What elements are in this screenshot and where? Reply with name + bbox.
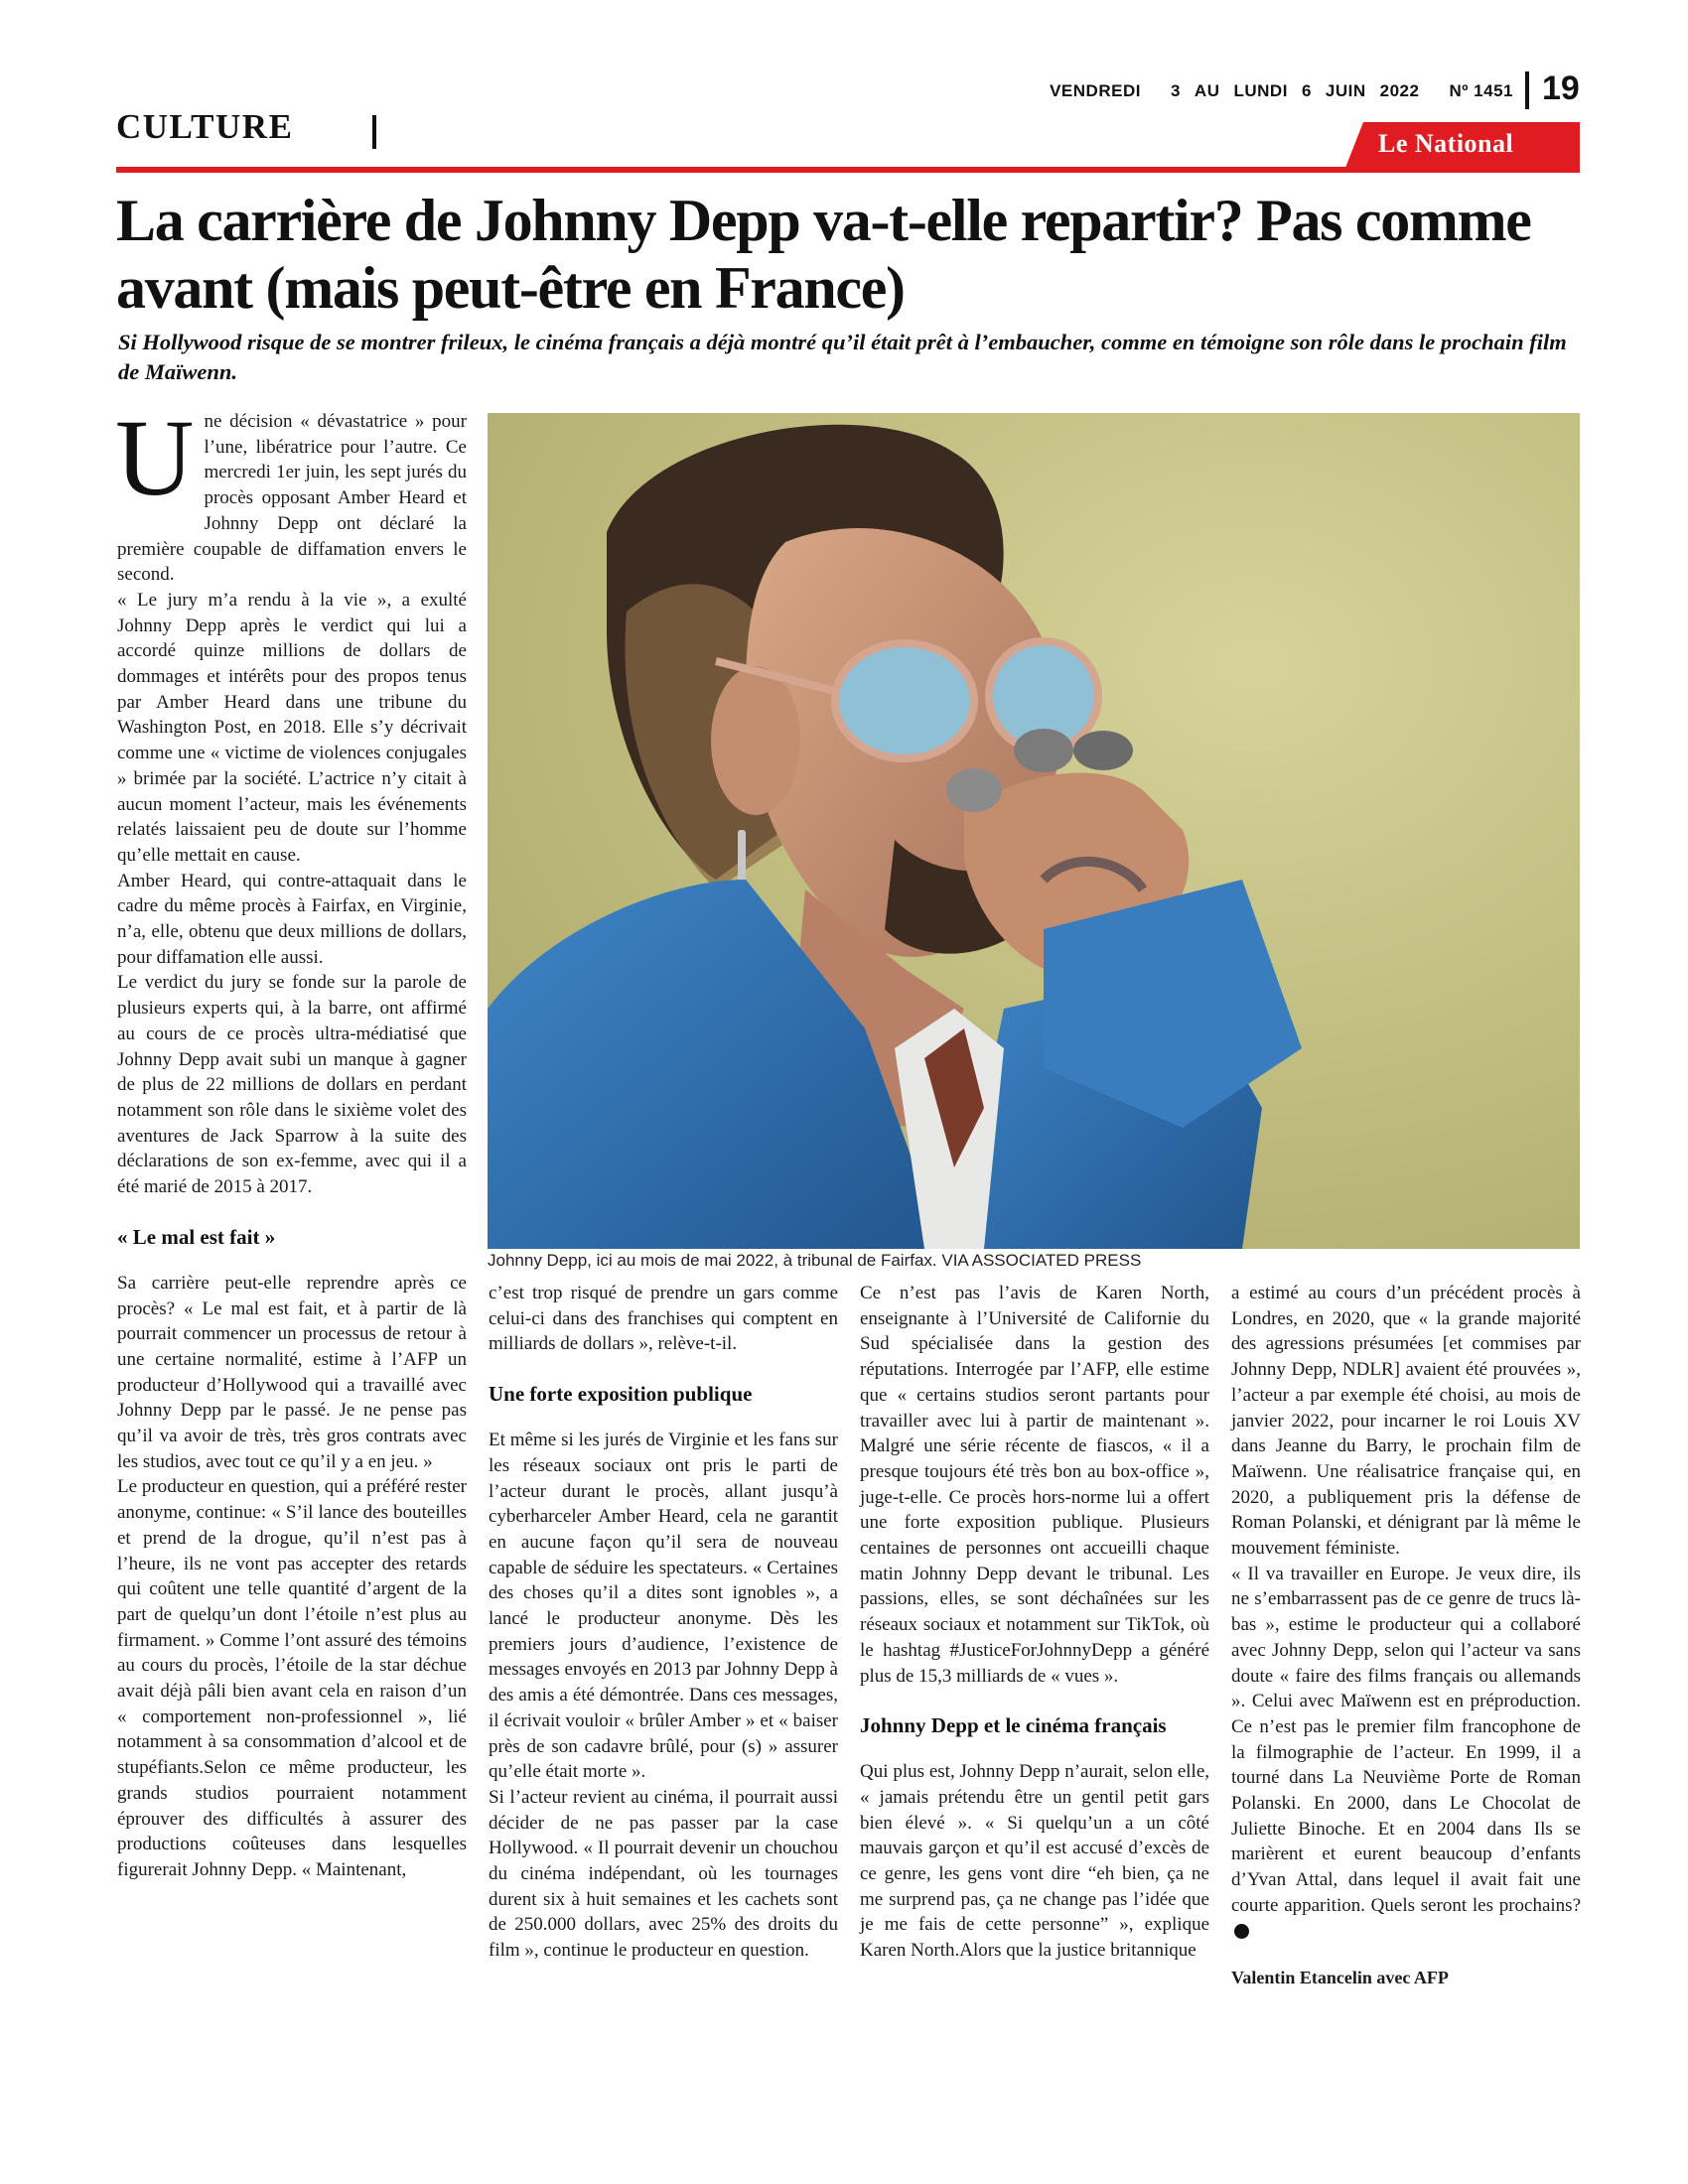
article-headline: La carrière de Johnny Depp va-t-elle repartir? Pas comme avant (mais peut-être en France) bbox=[116, 188, 1531, 321]
brand-name: Le National bbox=[1378, 129, 1514, 158]
author-signature: Valentin Etancelin avec AFP bbox=[1231, 1968, 1449, 1988]
date-number-end: 6 bbox=[1301, 81, 1312, 100]
date-day: VENDREDI bbox=[1050, 81, 1141, 100]
article-column-4 bbox=[1231, 1281, 1581, 1991]
article-paragraph: Ce n’est pas l’avis de Karen North, enseignante à l’Université de Californie du Sud spécialisée dans la gestion des réputations. Interrogée par l’AFP, elle estime que « certains studios seront partants pour travailler avec lui à partir de maintenant ». Malgré une série récente de fiascos, « il a presque toujours été très bon au box-office », juge-t-elle. Ce procès hors-norme lui a offert une forte exposition publique. Plusieurs centaines de personnes ont accueilli chaque matin Johnny Depp devant le tribunal. Les passions, elles, se sont déchaînées sur les réseaux sociaux et notamment sur TikTok, où le hashtag #JusticeForJohnnyDepp a généré plus de 15,3 milliards de « vues ». bbox=[860, 1283, 1209, 1687]
issue-date-line bbox=[1050, 81, 1513, 101]
article-column-1 bbox=[115, 397, 467, 1883]
paragraph-text: ne décision « dévastatrice » pour l’une, libératrice pour l’autre. Ce mercredi 1er juin, les sept jurés du procès opposant Amber Heard et Johnny Depp ont déclaré la première coupable de diffamation envers le second. bbox=[117, 411, 467, 586]
article-paragraph: a estimé au cours d’un précédent procès à Londres, en 2020, que « la grande majorité des agressions présumées [et commises par Johnny Depp, NDLR] avaient été prouvées », l’acteur a par exemple été choisi, au mois de janvier 2022, pour incarner le roi Louis XV dans Jeanne du Barry, le prochain film de Maïwenn. Une réalisatrice française qui, en 2020, a publiquement pris la défense de Roman Polanski, et dénigrant par là même le mouvement féministe. bbox=[1231, 1283, 1581, 1560]
paragraph-text: « Il va travailler en Europe. Je veux dire, ils ne s’embarrassent pas de ce genre de trucs là-bas », estime le producteur qui a collaboré avec Johnny Depp, selon qui l’acteur va sans doute « faire des films français ou allemands ». Celui avec Maïwenn est en préproduction. Ce n’est pas le premier film francophone de la filmographie de l’acteur. En 1999, il a tourné dans La Neuvième Porte de Roman Polanski. En 2000, dans Le Chocolat de Juliette Binoche. Et en 2004 dans Ils se marièrent et eurent beaucoup d’enfants d’Yvan Attal, dans lequel il avait fait une courte apparition. Quels seront les prochains? bbox=[1231, 1563, 1581, 1916]
date-year: 2022 bbox=[1379, 81, 1420, 100]
article-column-3 bbox=[860, 1281, 1209, 1964]
subheading: « Le mal est fait » bbox=[117, 1224, 276, 1249]
article-column-2 bbox=[489, 1281, 838, 1964]
date-lundi: LUNDI bbox=[1233, 81, 1288, 100]
photo-caption: Johnny Depp, ici au mois de mai 2022, à tribunal de Fairfax. VIA ASSOCIATED PRESS bbox=[488, 1251, 1142, 1270]
subheading: Une forte exposition publique bbox=[489, 1382, 753, 1407]
date-number-start: 3 bbox=[1170, 81, 1181, 100]
page-number: 19 bbox=[1542, 69, 1580, 107]
article-paragraph: c’est trop risqué de prendre un gars comme celui-ci dans des franchises qui comptent en milliards de dollars », relève-t-il. bbox=[489, 1283, 838, 1355]
article-paragraph: Qui plus est, Johnny Depp n’aurait, selon elle, « jamais prétendu être un gentil petit gars bien élevé ». « Si quelqu’un a un côté mauvais garçon et qu’il est accusé d’excès de ce genre, les gens vont dire “eh bien, ça ne me surprend pas, ça ne change pas l’idée que je me fais de cette personne” », explique Karen North.Alors que la justice britannique bbox=[860, 1761, 1209, 1962]
article-paragraph: Le verdict du jury se fonde sur la parole de plusieurs experts qui, à la barre, ont affirmé au cours de ce procès ultra-médiatisé que Johnny Depp avait subi un manque à gagner de plus de 22 millions de dollars en perdant notamment son rôle dans le sixième volet des aventures de Jack Sparrow à la suite des déclarations de son ex-femme, avec qui il a été marié de 2015 à 2017. bbox=[117, 972, 467, 1198]
section-divider bbox=[372, 115, 376, 149]
article-paragraph: « Le jury m’a rendu à la vie », a exulté Johnny Depp après le verdict qui lui a accordé quinze millions de dollars de dommages et intérêts pour des propos tenus par Amber Heard dans une tribune du Washington Post, en 2018. Elle s’y décrivait comme une « victime de violences conjugales » brimée par la société. L’actrice n’y citait à aucun moment l’acteur, mais les événements relatés laissaient peu de doute sur l’homme qu’elle mettait en cause. bbox=[117, 589, 467, 866]
article-paragraph: Le producteur en question, qui a préféré rester anonyme, continue: « S’il lance des bouteilles et prend de la drogue, qu’il n’est pas à l’heure, ils ne vont pas accepter des retards qui coûtent une telle quantité d’argent de la part de quelqu’un dont l’étoile n’est plus au firmament. » Comme l’ont assuré des témoins au cours du procès, l’étoile de la star déchue avait déjà pâli bien avant cela en raison d’un « comportement non-professionnel », lié notamment à sa consommation d’alcool et de stupéfiants.Selon ce même producteur, les grands studios pourraient notamment éprouver des difficultés à assurer des productions coûteuses dans lesquelles figurerait Johnny Depp. « Maintenant, bbox=[117, 1476, 467, 1880]
article-paragraph: Amber Heard, qui contre-attaquait dans le cadre du même procès à Fairfax, en Virginie, n’a, elle, obtenu que deux millions de dollars, pour diffamation elle aussi. bbox=[117, 870, 467, 968]
article-paragraph: Sa carrière peut-elle reprendre après ce procès? « Le mal est fait, et à partir de là pourrait commencer un processus de retour à une certaine normalité, estime à l’AFP un producteur d’Hollywood qui a travaillé avec Johnny Depp par le passé. Je ne pense pas qu’il va avoir de très, très gros contrats avec les studios, avec tout ce qu’il y a en jeu. » bbox=[117, 1272, 467, 1472]
date-month: JUIN bbox=[1325, 81, 1366, 100]
article-paragraph bbox=[115, 397, 467, 588]
article-paragraph: Si l’acteur revient au cinéma, il pourrait aussi décider de ne pas passer par la case Hollywood. « Il pourrait devenir un chouchou du cinéma indépendant, où les tournages durent six à huit semaines et les cachets sont de 250.000 dollars, avec 25% des droits du film », continue le producteur en question. bbox=[489, 1786, 838, 1962]
article-paragraph bbox=[1231, 1562, 1581, 1945]
drop-cap: U bbox=[115, 397, 195, 518]
subheading: Johnny Depp et le cinéma français bbox=[860, 1713, 1167, 1738]
date-au: AU bbox=[1194, 81, 1220, 100]
section-title: CULTURE bbox=[116, 107, 294, 146]
article-paragraph: Et même si les jurés de Virginie et les fans sur les réseaux sociaux ont pris le parti de l’acteur durant le procès, allant jusqu’à cyberharceler Amber Heard, cela ne garantit en aucune façon qu’il sera de nouveau capable de séduire les spectateurs. « Certaines des choses qu’il a dites sont ignobles », a lancé le producteur anonyme. Dès les premiers jours d’audience, l’existence de messages envoyés en 2013 par Johnny Depp à des amis a été démontrée. Dans ces messages, il écrivait vouloir « brûler Amber » et « baiser près de son cadavre brûlé, pour (s) » assurer qu’elle était morte ». bbox=[489, 1430, 838, 1783]
issue-number: Nº 1451 bbox=[1449, 81, 1513, 100]
end-mark-icon bbox=[1234, 1924, 1249, 1939]
article-photo bbox=[488, 413, 1580, 1249]
page-number-divider bbox=[1525, 71, 1529, 109]
article-deck: Si Hollywood risque de se montrer frileux, le cinéma français a déjà montré qu’il était prêt à l’embaucher, comme en témoigne son rôle dans le prochain film de Maïwenn. bbox=[118, 330, 1567, 384]
portrait-illustration bbox=[488, 413, 1580, 1249]
header-rule bbox=[116, 167, 1580, 173]
